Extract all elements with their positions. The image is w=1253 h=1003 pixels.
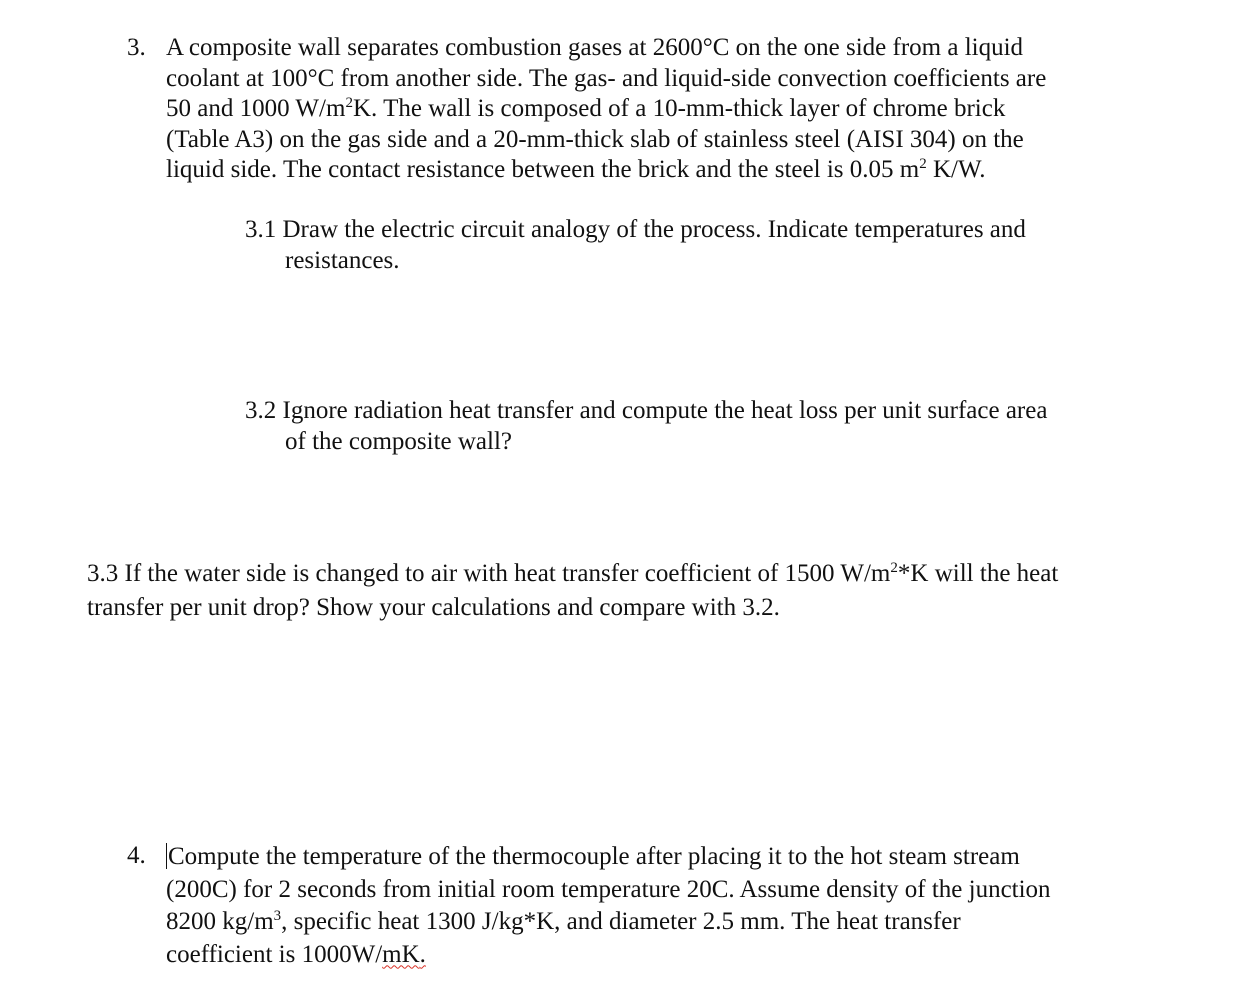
question-3-2-text xyxy=(245,396,1047,457)
question-4-number: 4. xyxy=(127,842,146,869)
question-4-line-4 xyxy=(166,939,1051,972)
question-3-1-text xyxy=(245,215,1026,276)
question-3-line-2: coolant at 100°C from another side. The gas- and liquid-side convection coefficients are xyxy=(166,64,1047,92)
question-3-line-1: A composite wall separates combustion gases at 2600°C on the one side from a liquid xyxy=(166,34,1024,61)
question-4-text[interactable] xyxy=(166,841,1051,971)
spellcheck-flagged-word[interactable] xyxy=(382,941,426,968)
question-3-number: 3. xyxy=(127,34,146,61)
misspelled-word: mK xyxy=(382,940,420,968)
question-3-3-line-2: transfer per unit drop? Show your calculations and compare with 3.2. xyxy=(87,594,780,621)
question-3-text xyxy=(166,33,1046,186)
question-3-3-text xyxy=(87,557,1058,625)
question-3-line-4: (Table A3) on the gas side and a 20-mm-thick slab of stainless steel (AISI 304) on the xyxy=(166,125,1024,153)
question-4-line-3: 8200 $kg/m^3$, specific heat 1300 J/kg*K, and diameter 2.5 mm. The heat transfer xyxy=(166,908,961,935)
question-3-3-line-1: 3.3 If the water side is changed to air with heat transfer coefficient of 1500 $W/m^2*K$ will the heat xyxy=(87,560,1059,587)
text-cursor xyxy=(166,843,167,869)
question-4-line-4-prefix: coefficient is 1000W/ xyxy=(166,940,383,968)
question-3-1-line-1: 3.1 Draw the electric circuit analogy of the process. Indicate temperatures and xyxy=(245,216,1026,243)
question-4-line-1-text: Compute the temperature of the thermocouple after placing it to the hot steam stream xyxy=(168,843,1020,870)
question-4-line-1 xyxy=(166,841,1051,874)
question-4-line-2: (200C) for 2 seconds from initial room temperature 20C. Assume density of the junction xyxy=(166,875,1051,903)
question-3-line-3: 50 and 1000 $W/m^2K$. The wall is composed of a 10-mm-thick layer of chrome brick xyxy=(166,95,1006,122)
question-3-2-line-2: of the composite wall? xyxy=(285,427,513,455)
question-3-line-5: liquid side. The contact resistance between the brick and the steel is 0.05 $m^2$ K/W. xyxy=(166,156,986,183)
line-end-punctuation: . xyxy=(419,940,426,968)
question-3-1-line-2: resistances. xyxy=(285,246,400,274)
question-3-2-line-1: 3.2 Ignore radiation heat transfer and compute the heat loss per unit surface area xyxy=(245,397,1048,424)
